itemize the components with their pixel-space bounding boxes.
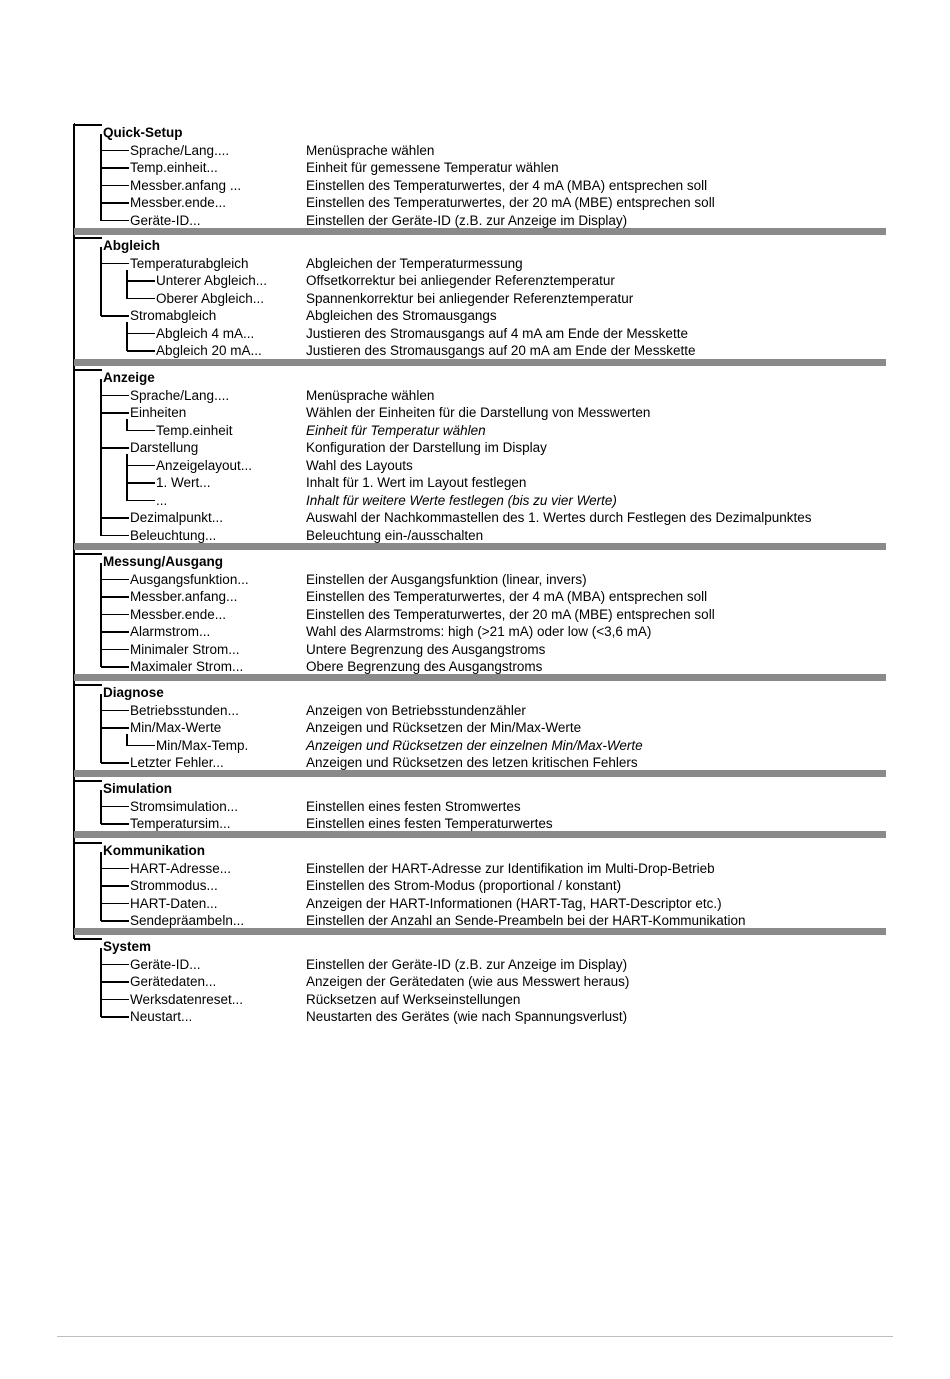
menu-item-description: Beleuchtung ein-/ausschalten <box>306 527 484 543</box>
menu-item-description: Einstellen der Geräte-ID (z.B. zur Anzeige im Display) <box>306 212 628 228</box>
item-connector <box>101 981 129 982</box>
menu-item-description: Inhalt für 1. Wert im Layout festlegen <box>306 475 527 490</box>
menu-item-label: Messber.ende... <box>130 606 227 622</box>
menu-item-description: Einstellen des Strom-Modus (proportional / konstant) <box>306 878 622 893</box>
section-heading-row <box>0 684 950 702</box>
menu-item-label: Sendepräambeln... <box>130 913 245 928</box>
menu-item-description: Anzeigen und Rücksetzen des letzen kritischen Fehlers <box>306 755 638 770</box>
menu-item-description: Anzeigen der HART-Informationen (HART-Tag, HART-Descriptor etc.) <box>306 895 722 911</box>
subitem-connector <box>127 333 155 334</box>
menu-item-row <box>0 509 950 527</box>
menu-item-description: Anzeigen und Rücksetzen der Min/Max-Werte <box>306 720 582 735</box>
section-vertical-line <box>100 379 101 536</box>
section-vertical-line <box>100 563 101 667</box>
item-connector <box>101 185 129 186</box>
item-connector <box>101 649 129 650</box>
section-connector <box>74 124 102 125</box>
item-connector <box>101 920 129 921</box>
section-title: Simulation <box>103 781 173 796</box>
menu-item-description: Inhalt für weitere Werte festlegen (bis zu vier Werte) <box>306 492 617 508</box>
item-connector <box>101 596 129 597</box>
section-title: Messung/Ausgang <box>103 554 224 569</box>
menu-item-row <box>0 142 950 160</box>
item-connector <box>101 220 129 221</box>
menu-item-row <box>0 194 950 212</box>
section-vertical-line <box>100 134 101 221</box>
tree-spine-top <box>74 123 75 124</box>
item-connector <box>101 167 129 168</box>
menu-item-row <box>0 177 950 195</box>
section-separator <box>74 543 886 550</box>
menu-item-description: Einstellen des Temperaturwertes, der 4 mA (MBA) entsprechen soll <box>306 589 708 604</box>
menu-item-row <box>0 860 950 878</box>
menu-item-description: Einstellen der Geräte-ID (z.B. zur Anzeige im Display) <box>306 956 628 972</box>
menu-item-description: Spannenkorrektur bei anliegender Referenztemperatur <box>306 290 634 306</box>
subsection-vertical-line <box>126 734 127 746</box>
menu-item-description: Abgleichen der Temperaturmessung <box>306 255 523 271</box>
menu-item-row <box>0 571 950 589</box>
item-connector <box>101 579 129 580</box>
menu-item-row <box>0 1008 950 1026</box>
item-connector <box>101 868 129 869</box>
item-connector <box>101 150 129 151</box>
menu-item-label: Stromsimulation... <box>130 798 239 814</box>
section-connector <box>74 780 102 781</box>
section-separator <box>74 674 886 681</box>
menu-item-label: Oberer Abgleich... <box>156 290 265 306</box>
menu-item-row <box>0 212 950 230</box>
item-connector <box>101 806 129 807</box>
menu-item-description: Wählen der Einheiten für die Darstellung von Messwerten <box>306 405 651 420</box>
menu-item-label: Unterer Abgleich... <box>156 273 268 288</box>
menu-item-description: Einstellen des Temperaturwertes, der 20 mA (MBE) entsprechen soll <box>306 195 715 210</box>
menu-item-description: Abgleichen des Stromausgangs <box>306 308 497 323</box>
menu-item-label: Letzter Fehler... <box>130 755 224 770</box>
menu-item-label: Sprache/Lang.... <box>130 387 230 403</box>
subitem-connector <box>127 745 155 746</box>
section-vertical-line <box>100 948 101 1017</box>
menu-item-description: Untere Begrenzung des Ausgangstroms <box>306 641 546 657</box>
menu-item-row <box>0 719 950 737</box>
menu-item-row <box>0 307 950 325</box>
menu-item-label: Betriebsstunden... <box>130 702 239 718</box>
menu-item-description: Justieren des Stromausgangs auf 20 mA am Ende der Messkette <box>306 343 696 358</box>
menu-item-description: Obere Begrenzung des Ausgangstroms <box>306 659 543 674</box>
menu-item-label: Sprache/Lang.... <box>130 142 230 158</box>
menu-item-description: Wahl des Alarmstroms: high (>21 mA) oder low (<3,6 mA) <box>306 624 652 639</box>
menu-item-description: Offsetkorrektur bei anliegender Referenztemperatur <box>306 273 615 288</box>
menu-item-description: Einstellen der Anzahl an Sende-Preambeln bei der HART-Kommunikation <box>306 913 746 928</box>
section-separator <box>74 359 886 366</box>
section-heading-row <box>0 780 950 798</box>
section-heading-row <box>0 237 950 255</box>
menu-item-label: Temp.einheit... <box>130 160 218 175</box>
tree-spine <box>73 124 74 939</box>
menu-item-description: Justieren des Stromausgangs auf 4 mA am Ende der Messkette <box>306 325 688 341</box>
section-heading-row <box>0 938 950 956</box>
menu-item-row <box>0 798 950 816</box>
section-title: Kommunikation <box>103 843 206 858</box>
menu-item-description: Einstellen eines festen Stromwertes <box>306 798 521 814</box>
menu-item-label: ... <box>156 492 168 508</box>
menu-item-description: Neustarten des Gerätes (wie nach Spannungsverlust) <box>306 1009 628 1024</box>
item-connector <box>101 202 129 203</box>
section-separator <box>74 928 886 935</box>
item-connector <box>101 535 129 536</box>
section-title: Anzeige <box>103 370 155 385</box>
menu-item-label: Werksdatenreset... <box>130 991 244 1007</box>
item-connector <box>101 1016 129 1017</box>
section-connector <box>74 684 102 685</box>
menu-item-label: Strommodus... <box>130 878 218 893</box>
menu-item-label: Ausgangsfunktion... <box>130 571 249 587</box>
item-connector <box>101 999 129 1000</box>
section-connector <box>74 842 102 843</box>
menu-item-label: Messber.anfang... <box>130 589 238 604</box>
menu-item-label: Geräte-ID... <box>130 212 201 228</box>
menu-item-label: Min/Max-Temp. <box>156 737 249 753</box>
item-connector <box>101 903 129 904</box>
menu-item-description: Einstellen des Temperaturwertes, der 4 mA (MBA) entsprechen soll <box>306 177 708 193</box>
subitem-connector <box>127 465 155 466</box>
section-vertical-line <box>100 247 101 316</box>
menu-item-label: Temperaturabgleich <box>130 255 249 271</box>
menu-item-description: Einheit für Temperatur wählen <box>306 422 486 438</box>
menu-item-description: Anzeigen und Rücksetzen der einzelnen Min/Max-Werte <box>306 737 643 753</box>
subitem-connector <box>127 298 155 299</box>
menu-item-description: Anzeigen von Betriebsstundenzähler <box>306 702 526 718</box>
subitem-connector <box>127 500 155 501</box>
menu-item-row <box>0 895 950 913</box>
menu-item-description: Rücksetzen auf Werkseinstellungen <box>306 991 521 1007</box>
subitem-connector <box>127 430 155 431</box>
menu-item-row <box>0 956 950 974</box>
menu-item-row <box>0 606 950 624</box>
section-title: System <box>103 939 152 954</box>
menu-item-description: Anzeigen der Gerätedaten (wie aus Messwert heraus) <box>306 974 630 989</box>
subitem-connector <box>127 482 155 483</box>
menu-item-row <box>0 159 950 177</box>
menu-item-label: Gerätedaten... <box>130 974 217 989</box>
menu-item-label: Geräte-ID... <box>130 956 201 972</box>
menu-item-label: Dezimalpunkt... <box>130 510 224 525</box>
section-heading-row <box>0 124 950 142</box>
menu-item-label: Temperatursim... <box>130 816 231 831</box>
menu-item-label: Minimaler Strom... <box>130 641 240 657</box>
subitem-connector <box>127 350 155 351</box>
item-connector <box>101 631 129 632</box>
item-connector <box>101 315 129 316</box>
menu-item-label: HART-Daten... <box>130 895 218 911</box>
menu-item-description: Auswahl der Nachkommastellen des 1. Wertes durch Festlegen des Dezimalpunktes <box>306 510 812 525</box>
menu-item-description: Einstellen der Ausgangsfunktion (linear, invers) <box>306 571 587 587</box>
section-separator <box>74 228 886 235</box>
menu-item-label: Min/Max-Werte <box>130 720 222 735</box>
section-heading-row <box>0 553 950 571</box>
item-connector <box>101 395 129 396</box>
menu-item-row <box>0 702 950 720</box>
menu-item-row <box>0 387 950 405</box>
subsection-vertical-line <box>126 419 127 431</box>
item-connector <box>101 517 129 518</box>
menu-item-row <box>0 641 950 659</box>
subsection-vertical-line <box>126 454 127 501</box>
menu-item-label: Alarmstrom... <box>130 624 211 639</box>
item-connector <box>101 412 129 413</box>
item-connector <box>101 727 129 728</box>
menu-item-label: 1. Wert... <box>156 475 211 490</box>
item-connector <box>101 823 129 824</box>
menu-item-label: Anzeigelayout... <box>156 457 253 473</box>
section-connector <box>74 553 102 554</box>
section-vertical-line <box>100 694 101 763</box>
menu-item-description: Menüsprache wählen <box>306 142 435 158</box>
item-connector <box>101 666 129 667</box>
menu-item-label: Darstellung <box>130 440 199 455</box>
menu-item-row <box>0 991 950 1009</box>
menu-item-row <box>0 404 950 422</box>
item-connector <box>101 614 129 615</box>
menu-item-label: Einheiten <box>130 405 187 420</box>
section-separator <box>74 770 886 777</box>
section-title: Quick-Setup <box>103 125 183 140</box>
menu-item-row <box>0 588 950 606</box>
menu-item-description: Einstellen des Temperaturwertes, der 20 mA (MBE) entsprechen soll <box>306 606 715 622</box>
section-heading-row <box>0 369 950 387</box>
item-connector <box>101 447 129 448</box>
section-connector <box>74 369 102 370</box>
menu-item-label: Stromabgleich <box>130 308 217 323</box>
item-connector <box>101 263 129 264</box>
menu-item-row <box>0 255 950 273</box>
menu-item-label: Beleuchtung... <box>130 527 217 543</box>
item-connector <box>101 710 129 711</box>
subsection-vertical-line <box>126 322 127 351</box>
menu-item-label: Neustart... <box>130 1009 193 1024</box>
menu-item-label: Maximaler Strom... <box>130 659 244 674</box>
menu-item-row <box>0 623 950 641</box>
subitem-connector <box>127 280 155 281</box>
section-vertical-line <box>100 852 101 921</box>
menu-item-label: Abgleich 4 mA... <box>156 325 255 341</box>
menu-item-description: Einheit für gemessene Temperatur wählen <box>306 160 559 175</box>
section-vertical-line <box>100 790 101 824</box>
menu-item-label: Temp.einheit <box>156 422 233 438</box>
item-connector <box>101 762 129 763</box>
section-separator <box>74 831 886 838</box>
menu-item-description: Menüsprache wählen <box>306 387 435 403</box>
menu-item-label: Messber.anfang ... <box>130 177 242 193</box>
menu-item-description: Einstellen eines festen Temperaturwertes <box>306 816 553 831</box>
menu-item-label: Abgleich 20 mA... <box>156 343 262 358</box>
menu-item-row <box>0 527 950 545</box>
section-title: Abgleich <box>103 238 161 253</box>
menu-item-label: Messber.ende... <box>130 195 227 210</box>
menu-item-label: HART-Adresse... <box>130 860 232 876</box>
section-heading-row <box>0 842 950 860</box>
menu-item-row <box>0 877 950 895</box>
menu-item-row <box>0 439 950 457</box>
section-connector <box>74 938 102 939</box>
section-title: Diagnose <box>103 685 164 700</box>
section-connector <box>74 237 102 238</box>
item-connector <box>101 964 129 965</box>
menu-item-description: Wahl des Layouts <box>306 457 413 473</box>
menu-item-description: Einstellen der HART-Adresse zur Identifikation im Multi-Drop-Betrieb <box>306 860 715 876</box>
item-connector <box>101 885 129 886</box>
menu-item-row <box>0 973 950 991</box>
subsection-vertical-line <box>126 270 127 299</box>
footer-divider <box>57 1336 893 1337</box>
menu-item-description: Konfiguration der Darstellung im Display <box>306 440 547 455</box>
